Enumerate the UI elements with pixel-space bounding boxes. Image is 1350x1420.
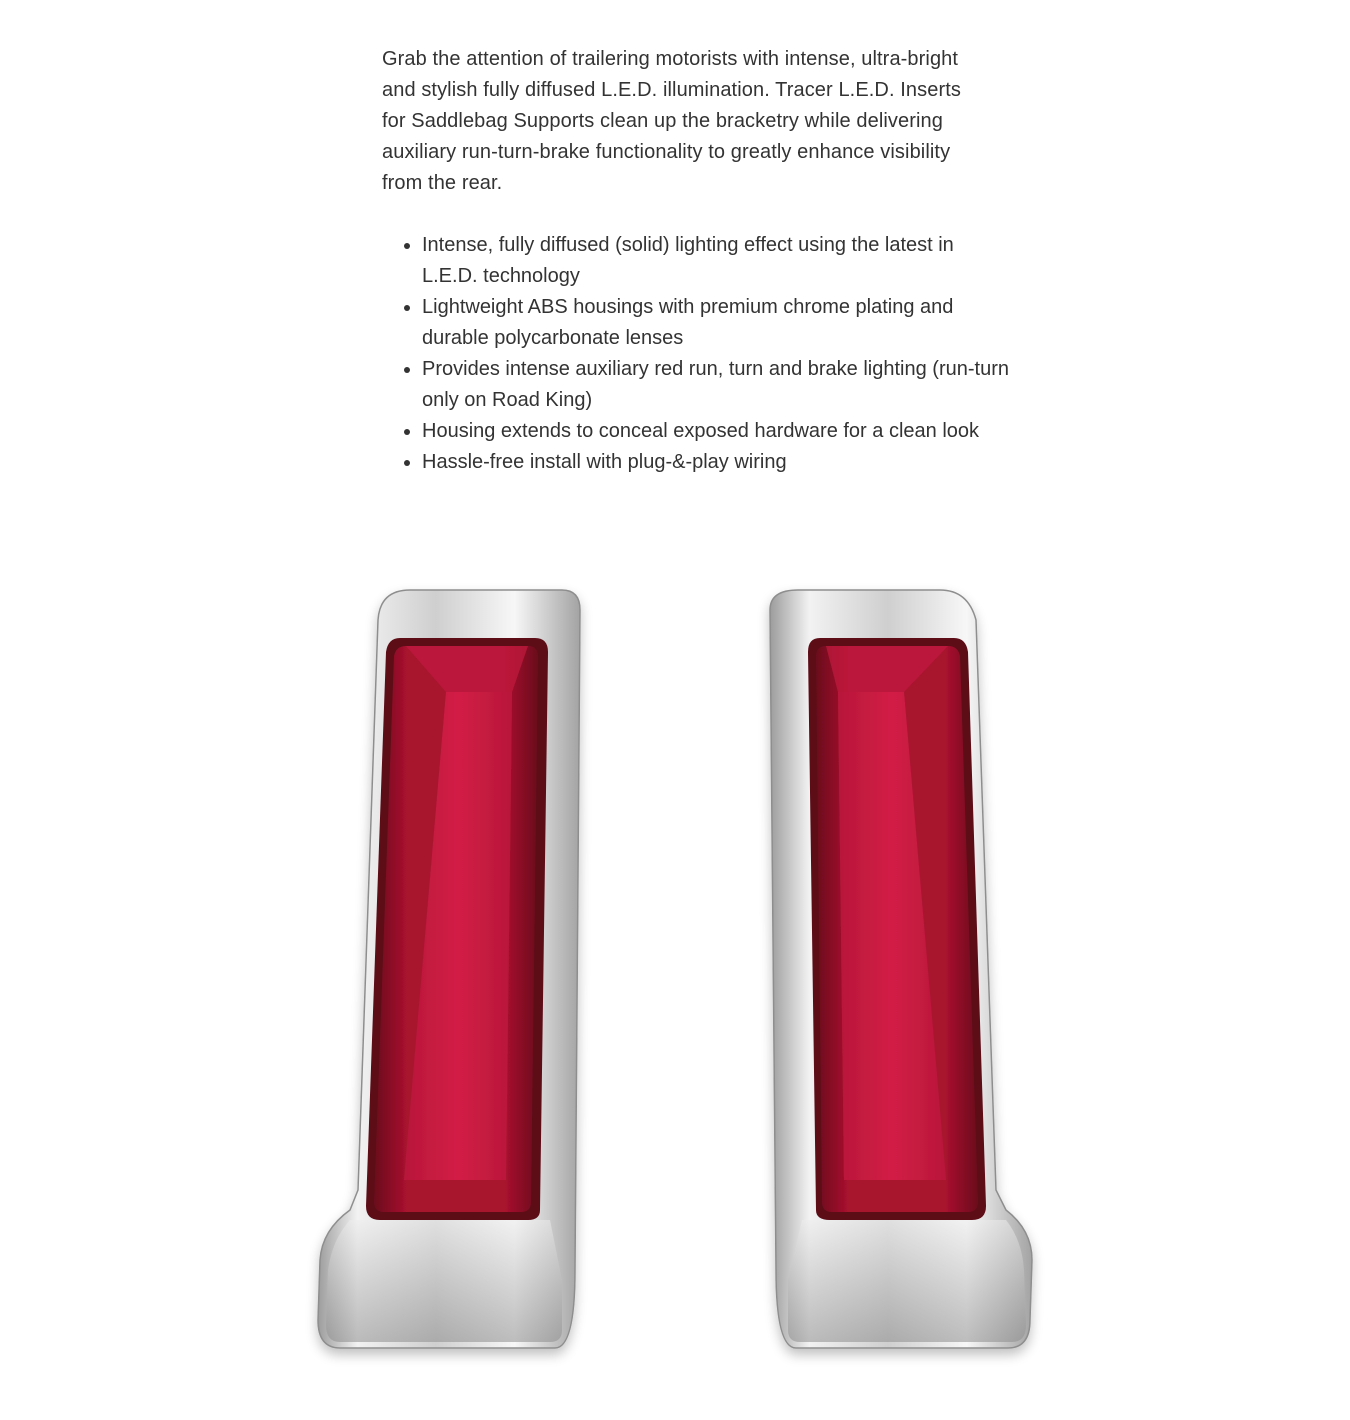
feature-item: • Hassle-free install with plug-&-play wiring [422,447,1012,478]
feature-item: • Housing extends to conceal exposed hardware for a clean look [422,416,1012,447]
feature-item: • Provides intense auxiliary red run, turn and brake lighting (run-turn only on Road King) [422,354,1012,416]
product-photo [300,580,1060,1380]
right-led-insert [770,590,1032,1348]
product-description: Grab the attention of trailering motorists with intense, ultra-bright and stylish fully diffused L.E.D. illumination. Tracer L.E.D. Inserts for Saddlebag Supports clean up the bracketry while delivering auxiliary run-turn-brake functionality to greatly enhance visibility from the rear. [382,48,961,194]
feature-item: • Intense, fully diffused (solid) lighting effect using the latest in L.E.D. technology [422,230,1012,292]
left-led-insert [318,590,580,1348]
feature-item: • Lightweight ABS housings with premium chrome plating and durable polycarbonate lenses [422,292,1012,354]
feature-list [382,230,1012,478]
